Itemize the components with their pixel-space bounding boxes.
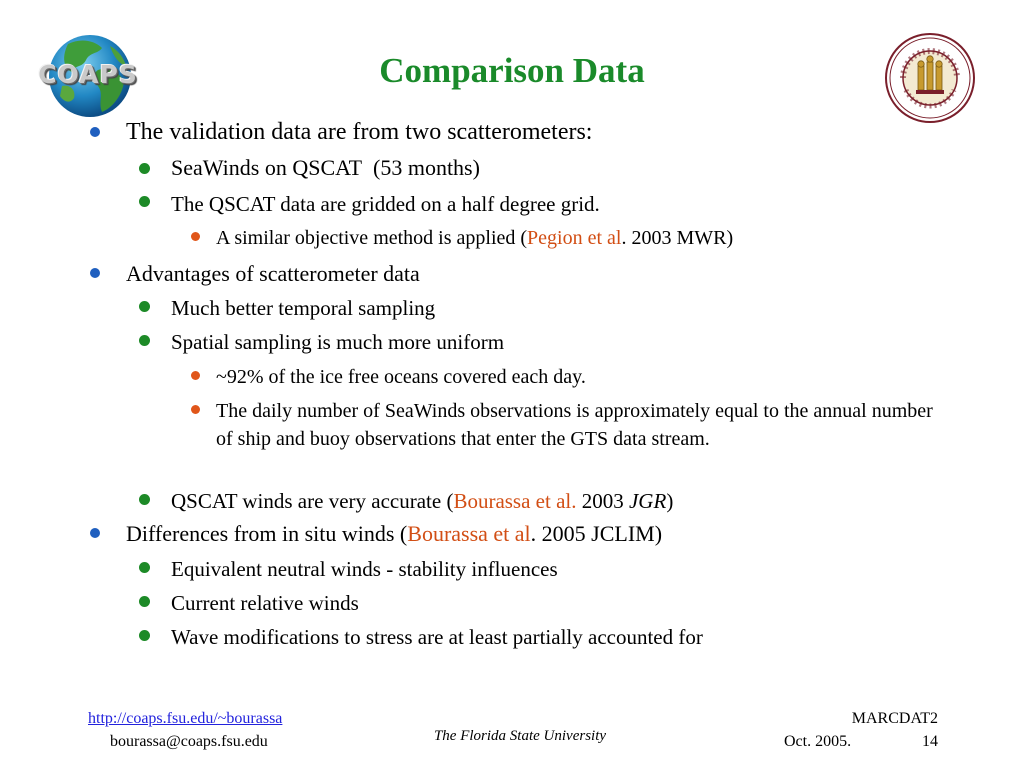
homepage-link[interactable]: http://coaps.fsu.edu/~bourassa bbox=[88, 710, 283, 727]
bullet-l2-marker bbox=[139, 335, 150, 346]
text-fragment: A similar objective method is applied ( bbox=[216, 227, 528, 249]
conference-name: MARCDAT2 bbox=[851, 710, 938, 727]
text-fragment: 2003 bbox=[576, 489, 629, 513]
bullet-l2-seawinds: SeaWinds on QSCAT (53 months) bbox=[171, 155, 480, 180]
slide-footer bbox=[0, 700, 1024, 768]
text-fragment: QSCAT winds are very accurate ( bbox=[171, 489, 454, 513]
bullet-l3-marker bbox=[191, 232, 200, 241]
bullet-l3-daily-number: The daily number of SeaWinds observations is approximately equal to the annual number of ship and buoy observations that enter the GTS data stream. bbox=[216, 400, 933, 450]
university-seal-icon bbox=[884, 32, 976, 124]
bullet-l2-marker bbox=[139, 301, 150, 312]
bullet-l2-marker bbox=[139, 630, 150, 641]
slide-title: Comparison Data bbox=[379, 51, 645, 90]
bullet-l1-advantages: Advantages of scatterometer data bbox=[126, 261, 420, 286]
bullet-l2-marker bbox=[139, 196, 150, 207]
bullet-l2-marker bbox=[139, 596, 150, 607]
reference-citation: Bourassa et al bbox=[407, 521, 531, 546]
presentation-date: Oct. 2005. bbox=[784, 733, 852, 750]
bullet-l1-validation: The validation data are from two scatterometers: bbox=[126, 119, 593, 145]
bullet-l1-marker bbox=[90, 528, 100, 538]
bullet-l2-gridded: The QSCAT data are gridded on a half degree grid. bbox=[171, 192, 600, 216]
bullet-l2-spatial: Spatial sampling is much more uniform bbox=[171, 330, 505, 354]
text-fragment: . 2003 MWR) bbox=[621, 227, 734, 249]
bullet-l3-marker bbox=[191, 405, 200, 414]
bullet-l1-marker bbox=[90, 268, 100, 278]
reference-citation: Bourassa et al. bbox=[453, 489, 577, 513]
bullet-l2-marker bbox=[139, 562, 150, 573]
fsu-seal-logo bbox=[884, 32, 976, 124]
bullet-l2-accurate bbox=[171, 487, 673, 515]
bullet-l2-marker bbox=[139, 494, 150, 505]
bullet-l2-current-relative: Current relative winds bbox=[171, 591, 359, 615]
bullet-l2-wave-modifications: Wave modifications to stress are at least partially accounted for bbox=[171, 625, 703, 649]
reference-citation: Pegion et al bbox=[527, 227, 622, 249]
bullet-l2-marker bbox=[139, 163, 150, 174]
bullet-l3-marker bbox=[191, 371, 200, 380]
bullet-l2-neutral-winds: Equivalent neutral winds - stability influences bbox=[171, 557, 558, 581]
bullet-l3-objective-method bbox=[216, 224, 946, 252]
bullet-l3-ice-free: ~92% of the ice free oceans covered each day. bbox=[216, 366, 586, 388]
text-fragment: Differences from in situ winds ( bbox=[126, 521, 408, 546]
university-name: The Florida State University bbox=[433, 728, 607, 744]
text-fragment: . 2005 JCLIM) bbox=[530, 521, 663, 546]
author-email: bourassa@coaps.fsu.edu bbox=[110, 733, 268, 750]
coaps-logo-text: COAPS bbox=[38, 60, 138, 89]
text-fragment: ) bbox=[666, 489, 674, 513]
page-number: 14 bbox=[922, 733, 938, 750]
bullet-l2-temporal: Much better temporal sampling bbox=[171, 296, 436, 320]
journal-name: JGR bbox=[628, 489, 667, 513]
bullet-l1-differences bbox=[126, 520, 662, 548]
bullet-l1-marker bbox=[90, 127, 100, 137]
coaps-logo bbox=[32, 30, 144, 126]
